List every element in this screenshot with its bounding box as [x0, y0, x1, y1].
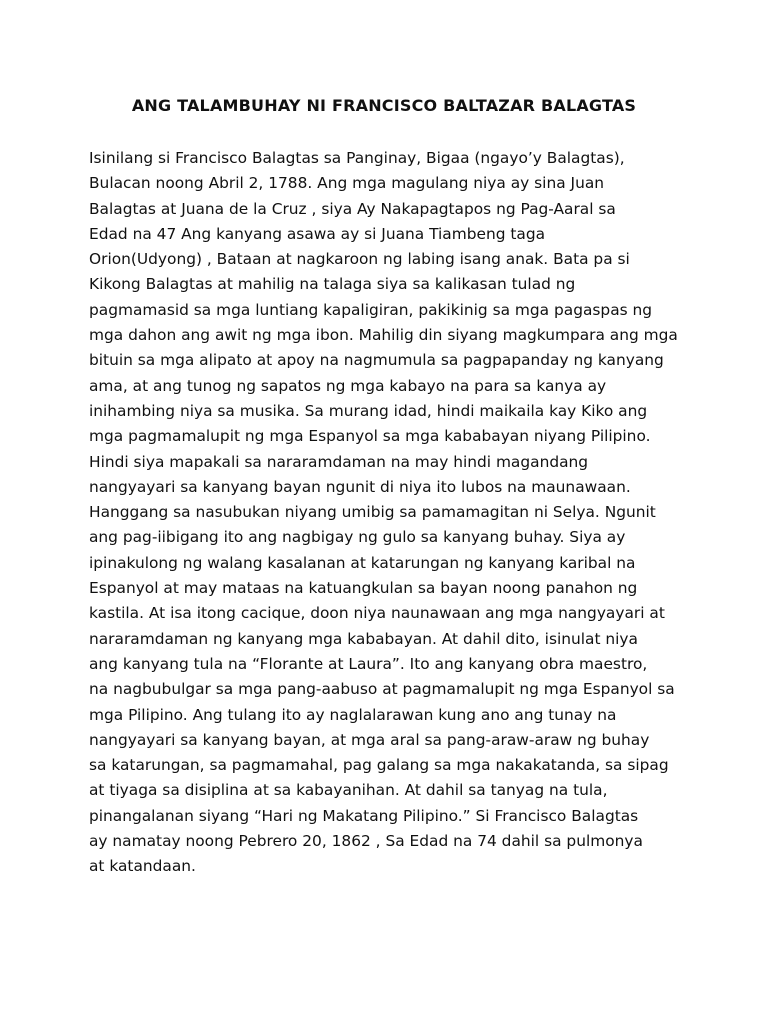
body-line: ama, at ang tunog ng sapatos ng mga kabayo na para sa kanya ay [89, 376, 607, 395]
body-line: sa katarungan, sa pagmamahal, pag galang sa mga nakakatanda, sa sipag [89, 756, 669, 775]
body-line: Balagtas at Juana de la Cruz , siya Ay Nakapagtapos ng Pag-Aaral sa [89, 199, 616, 218]
body-line: Bulacan noong Abril 2, 1788. Ang mga magulang niya ay sina Juan [89, 174, 605, 193]
body-line: Orion(Udyong) , Bataan at nagkaroon ng labing isang anak. Bata pa si [89, 250, 630, 269]
body-line: nangyayari sa kanyang bayan ngunit di niya ito lubos na maunawaan. [89, 477, 631, 496]
body-line: Hindi siya mapakali sa nararamdaman na may hindi magandang [89, 452, 589, 471]
body-line: ang kanyang tula na “Florante at Laura”. Ito ang kanyang obra maestro, [89, 654, 648, 673]
body-line: at katandaan. [89, 857, 196, 876]
body-line: pagmamasid sa mga luntiang kapaligiran, pakikinig sa mga pagaspas ng [89, 300, 653, 319]
body-line: ay namatay noong Pebrero 20, 1862 , Sa Edad na 74 dahil sa pulmonya [89, 832, 643, 851]
body-line: mga Pilipino. Ang tulang ito ay naglalarawan kung ano ang tunay na [89, 705, 617, 724]
body-line: na nagbubulgar sa mga pang-aabuso at pagmamalupit ng mga Espanyol sa [89, 680, 675, 699]
body-line: at tiyaga sa disiplina at sa kabayanihan. At dahil sa tanyag na tula, [89, 781, 608, 800]
body-line: Espanyol at may mataas na katuangkulan sa bayan noong panahon ng [89, 579, 638, 598]
body-line: Hanggang sa nasubukan niyang umibig sa pamamagitan ni Selya. Ngunit [89, 503, 656, 522]
body-line: Kikong Balagtas at mahilig na talaga siya sa kalikasan tulad ng [89, 275, 576, 294]
body-line: mga dahon ang awit ng mga ibon. Mahilig din siyang magkumpara ang mga [89, 326, 678, 345]
body-line: nangyayari sa kanyang bayan, at mga aral sa pang-araw-araw ng buhay [89, 730, 650, 749]
body-line: pinangalanan siyang “Hari ng Makatang Pilipino.” Si Francisco Balagtas [89, 806, 639, 825]
document-body [89, 146, 729, 880]
body-line: mga pagmamalupit ng mga Espanyol sa mga kababayan niyang Pilipino. [89, 427, 651, 446]
body-line: bituin sa mga alipato at apoy na nagmumula sa pagpapanday ng kanyang [89, 351, 664, 370]
body-line: Isinilang si Francisco Balagtas sa Panginay, Bigaa (ngayo’y Balagtas), [89, 149, 625, 167]
body-line: Edad na 47 Ang kanyang asawa ay si Juana Tiambeng taga [89, 224, 546, 243]
document-title: ANG TALAMBUHAY NI FRANCISCO BALTAZAR BALAGTAS [131, 96, 637, 115]
body-line: inihambing niya sa musika. Sa murang idad, hindi maikaila kay Kiko ang [89, 401, 648, 420]
body-line: nararamdaman ng kanyang mga kababayan. At dahil dito, isinulat niya [89, 629, 638, 648]
body-line: kastila. At isa itong cacique, doon niya naunawaan ang mga nangyayari at [89, 604, 665, 623]
body-line: ipinakulong ng walang kasalanan at katarungan ng kanyang karibal na [89, 553, 636, 572]
body-line: ang pag-iibigang ito ang nagbigay ng gulo sa kanyang buhay. Siya ay [89, 528, 626, 547]
